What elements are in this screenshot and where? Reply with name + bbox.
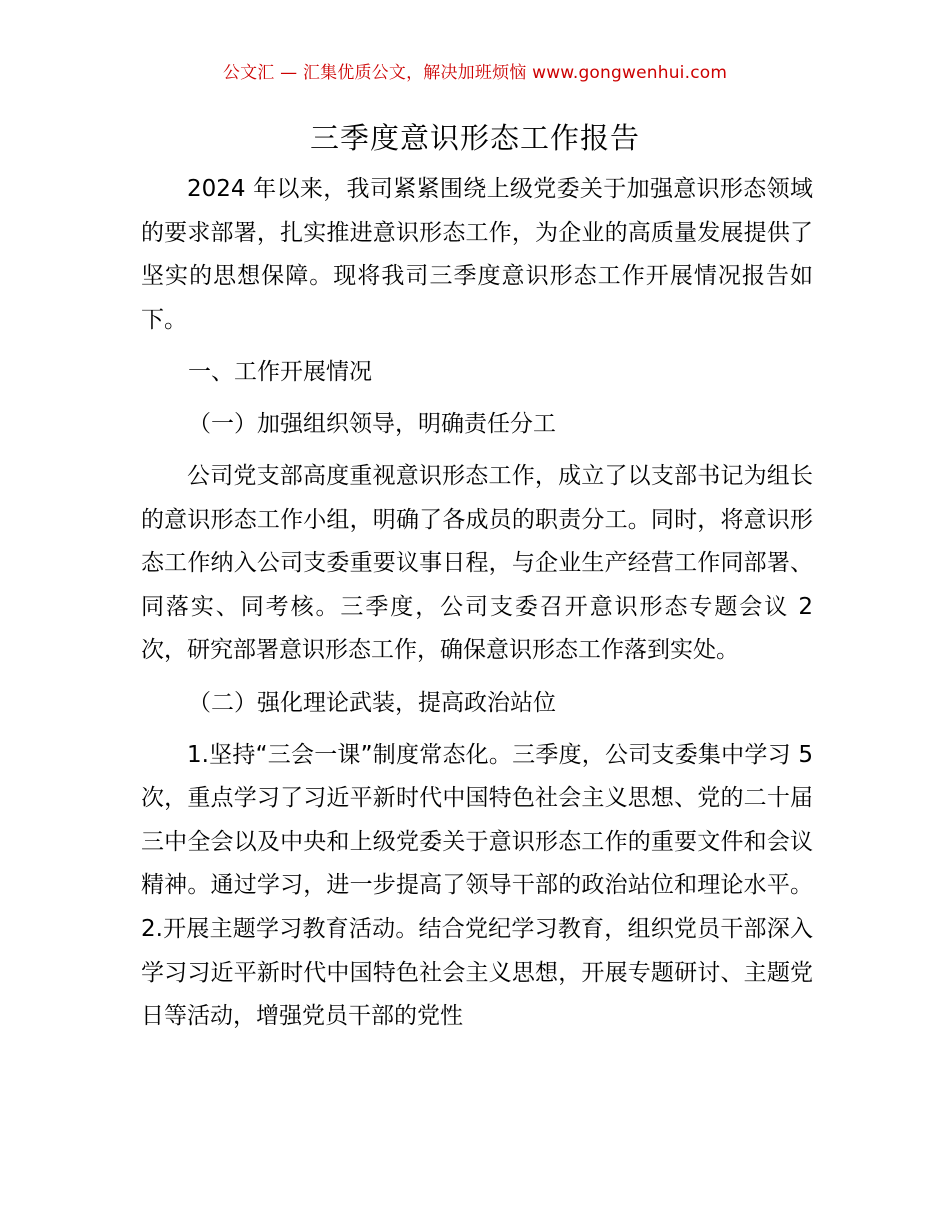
subsection-heading-1: （一）加强组织领导，明确责任分工 bbox=[188, 410, 556, 437]
subsection-paragraph-2: 1.坚持“三会一课”制度常态化。三季度，公司支委集中学习 5 次，重点学习了习近平新时代中国特色社会主义思想、党的二十届三中全会以及中央和上级党委关于意识形态工作的重要文件和会议精神。通过学习，进一步提高了领导干部的政治站位和理论水平。2.开展主题学习教育活动。结合党纪学习教育，组织党员干部深入学习习近平新时代中国特色社会主义思想，开展专题研讨、主题党日等活动，增强党员干部的党性 bbox=[141, 741, 813, 1030]
subsection-paragraph-1: 公司党支部高度重视意识形态工作，成立了以支部书记为组长的意识形态工作小组，明确了各成员的职责分工。同时，将意识形态工作纳入公司支委重要议事日程，与企业生产经营工作同部署、同落实、同考核。三季度，公司支委召开意识形态专题会议 2 次，研究部署意识形态工作，确保意识形态工作落到实处。 bbox=[141, 463, 813, 664]
intro-paragraph: 2024 年以来，我司紧紧围绕上级党委关于加强意识形态领域的要求部署，扎实推进意识形态工作，为企业的高质量发展提供了坚实的思想保障。现将我司三季度意识形态工作开展情况报告如下。 bbox=[141, 176, 813, 333]
site-header-line: 公文汇 — 汇集优质公文，解决加班烦恼 www.gongwenhui.com bbox=[222, 63, 728, 83]
document-body bbox=[141, 168, 813, 1039]
subsection-heading-2: （二）强化理论武装，提高政治站位 bbox=[188, 689, 556, 716]
page-title: 三季度意识形态工作报告 bbox=[309, 121, 640, 155]
section-heading-1: 一、工作开展情况 bbox=[188, 358, 372, 385]
